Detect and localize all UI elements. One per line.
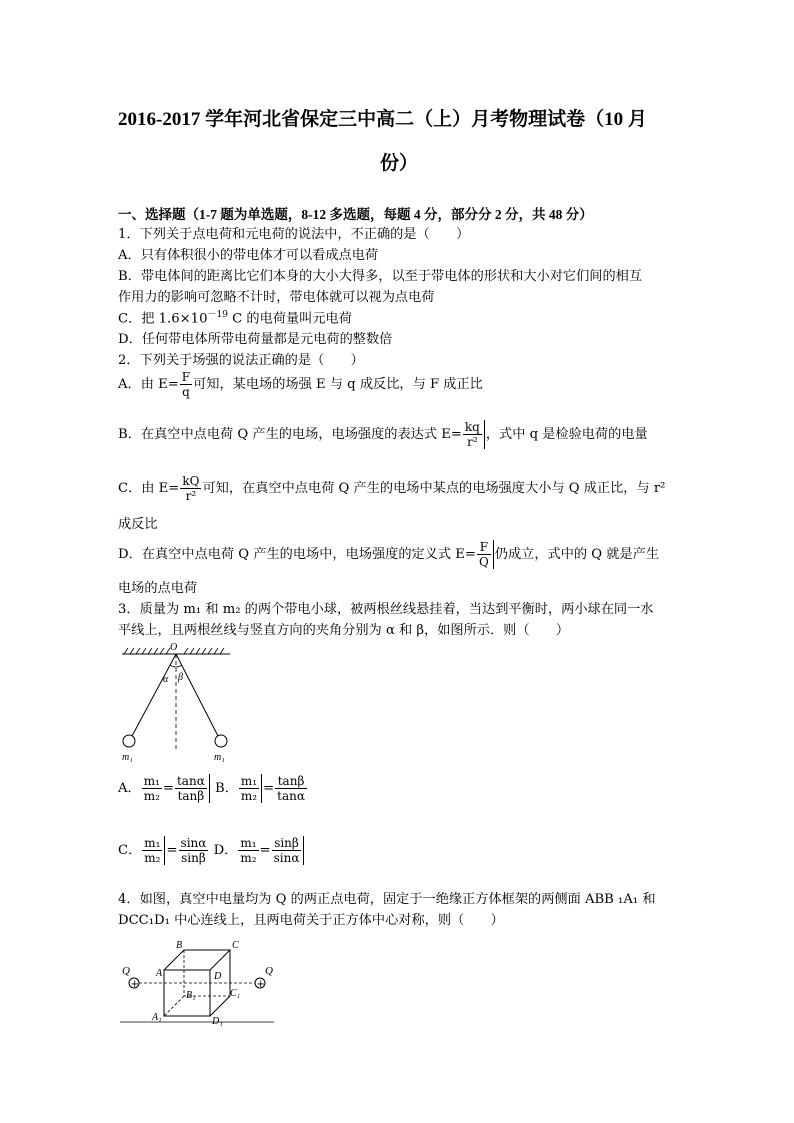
vertex-d1: D₁ — [212, 1016, 223, 1027]
q3-a-tana: tanα — [176, 774, 205, 788]
q3-a-m2: m₂ — [143, 789, 160, 803]
ball-m2 — [215, 735, 227, 747]
vertex-b: B — [176, 940, 183, 951]
exam-title-line1: 2016-2017 学年河北省保定三中高二（上）月考物理试卷（10 月 — [118, 109, 647, 130]
q3-d-m1: m₁ — [240, 836, 257, 850]
q3-c-m2: m₂ — [144, 851, 161, 865]
q3-a-left-fraction — [142, 774, 162, 803]
right-string — [176, 654, 218, 736]
q3-options-row1 — [118, 774, 308, 803]
vertex-b1: B₁ — [186, 990, 196, 1001]
angle-arc — [170, 665, 182, 667]
vertex-c1: C₁ — [230, 988, 241, 999]
q3-b-right-fraction — [275, 774, 307, 803]
q3-c-equals: = — [166, 843, 178, 858]
q3-a-m1: m₁ — [143, 774, 160, 788]
q2-option-b — [118, 420, 648, 449]
q2-c-fraction — [180, 474, 201, 503]
q1-option-a: A．只有体积很小的带电体才可以看成点电荷 — [118, 248, 379, 263]
q4-stem-line2: DCC₁D₁ 中心连线上，且两电荷关于正方体中心对称，则（ ） — [118, 913, 504, 928]
q2-stem: 2．下列关于场强的说法正确的是（ ） — [118, 353, 364, 368]
q2-b-text: B．在真空中点电荷 Q 产生的电场，电场强度的表达式 E= — [118, 427, 462, 442]
q3-a-right-fraction — [175, 774, 210, 803]
q2-option-d-line2: 电场的点电荷 — [118, 581, 198, 596]
q1-stem: 1．下列关于点电荷和元电荷的说法中，不正确的是（ ） — [118, 227, 470, 242]
vertex-a: A — [156, 968, 163, 979]
q3-d-right-fraction — [272, 836, 305, 865]
q2-b-numerator: kq — [464, 420, 480, 434]
q1-option-c-text: C．把 1.6×10 — [118, 311, 208, 327]
q1-option-b-line1: B．带电体间的距离比它们本身的大小大得多，以至于带电体的形状和大小对它们间的相互 — [118, 269, 642, 284]
q3-b-tana: tanα — [277, 789, 305, 803]
q2-c-tail: 可知，在真空中点电荷 Q 产生的电场中某点的电场强度大小与 Q 成正比，与 r² — [202, 481, 666, 496]
q2-b-tail: ，式中 q 是检验电荷的电量 — [485, 427, 648, 442]
q3-b-equals: = — [263, 781, 275, 796]
vertex-c: C — [232, 940, 239, 951]
q4-stem-line1: 4．如图，真空中电量均为 Q 的两正点电荷，固定于一绝缘正方体框架的两侧面 ABB ₁A₁ 和 — [118, 892, 656, 907]
q2-d-numerator: F — [477, 540, 491, 555]
q2-option-a — [118, 370, 483, 399]
q2-b-denominator: r² — [467, 435, 478, 449]
q3-d-left-fraction — [238, 836, 258, 865]
q2-b-fraction — [463, 420, 485, 449]
q3-a-tanb: tanβ — [177, 789, 205, 803]
q3-c-sinb: sinβ — [181, 851, 206, 865]
left-q-label: Q — [122, 965, 130, 977]
q1-option-c-tail: C 的电荷量叫元电荷 — [227, 311, 352, 327]
q2-a-text: A．由 E= — [118, 377, 179, 392]
q3-c-right-fraction — [179, 836, 209, 865]
q1-option-c — [118, 307, 352, 326]
q3-d-m2: m₂ — [240, 851, 257, 865]
section-heading: 一、选择题（1-7 题为单选题，8-12 多选题，每题 4 分，部分分 2 分，共 48 分） — [118, 207, 593, 222]
vertex-d: D — [214, 971, 222, 982]
cube-top-edges — [164, 950, 230, 970]
q3-c-left-fraction — [142, 836, 165, 865]
q2-a-numerator: F — [181, 370, 191, 384]
q2-c-numerator: kQ — [182, 474, 200, 488]
q1-option-d: D．任何带电体所带电荷量都是元电荷的整数倍 — [118, 332, 393, 347]
q2-a-fraction — [180, 370, 192, 399]
q2-d-tail: 仍成立，式中的 Q 就是产生 — [494, 547, 660, 562]
exam-title-line2: 份） — [380, 153, 419, 174]
q3-a-equals: = — [162, 781, 174, 796]
q3-d-sina: sinα — [273, 851, 300, 865]
vertex-a1: A₁ — [152, 1012, 162, 1023]
q2-d-fraction — [477, 540, 494, 569]
q1-option-b-line2: 作用力的影响可忽略不计时，带电体就可以视为点电荷 — [118, 290, 435, 305]
right-charge-plus: + — [256, 979, 265, 990]
q3-c-m1: m₁ — [144, 836, 161, 850]
q2-option-c — [118, 474, 665, 503]
q2-a-denominator: q — [182, 385, 190, 399]
cube-hidden-edge-2 — [164, 996, 184, 1016]
q3-b-tanb: tanβ — [275, 774, 307, 789]
q3-stem-line2: 平线上，且两根丝线与竖直方向的夹角分别为 α 和 β，如图所示．则（ ） — [118, 623, 570, 638]
left-string — [132, 654, 176, 736]
q2-option-d — [118, 540, 659, 569]
m2-label: m₁ — [214, 752, 225, 763]
ball-m1 — [123, 735, 135, 747]
q3-d-sinb: sinβ — [272, 836, 302, 851]
q2-a-tail: 可知，某电场的场强 E 与 q 成反比，与 F 成正比 — [193, 377, 483, 392]
q3-d-equals: = — [259, 843, 271, 858]
q2-d-text: D．在真空中点电荷 Q 产生的电场中，电场强度的定义式 E= — [118, 547, 476, 562]
alpha-label: α — [163, 674, 169, 685]
q3-b-m2: m₂ — [240, 789, 258, 803]
q2-d-denominator: Q — [478, 555, 489, 569]
beta-label: β — [178, 672, 183, 683]
right-q-label: Q — [265, 965, 273, 977]
q3-option-c-label: C． — [118, 843, 142, 858]
q2-c-denominator: r² — [185, 489, 197, 503]
q3-option-b-label: B． — [215, 781, 238, 796]
q4-cube-figure — [118, 936, 278, 1028]
q3-pendulum-figure — [118, 640, 238, 764]
q2-c-text: C．由 E= — [118, 481, 180, 496]
q3-c-sina: sinα — [180, 836, 207, 850]
q3-b-left-fraction — [239, 774, 262, 803]
q3-b-m1: m₁ — [240, 774, 258, 788]
q3-options-row2 — [118, 836, 305, 865]
left-charge-plus: + — [130, 979, 139, 990]
q1-option-c-exponent: －19 — [207, 310, 228, 320]
q3-stem-line1: 3．质量为 m₁ 和 m₂ 的两个带电小球，被两根丝线悬挂着，当达到平衡时，两小球在同一水 — [118, 602, 654, 617]
pivot-label: O — [170, 642, 178, 653]
q3-option-a-label: A． — [118, 781, 141, 796]
q2-option-c-line2: 成反比 — [118, 517, 158, 532]
q3-option-d-label: D． — [213, 843, 238, 858]
m1-label: m₁ — [122, 752, 133, 763]
